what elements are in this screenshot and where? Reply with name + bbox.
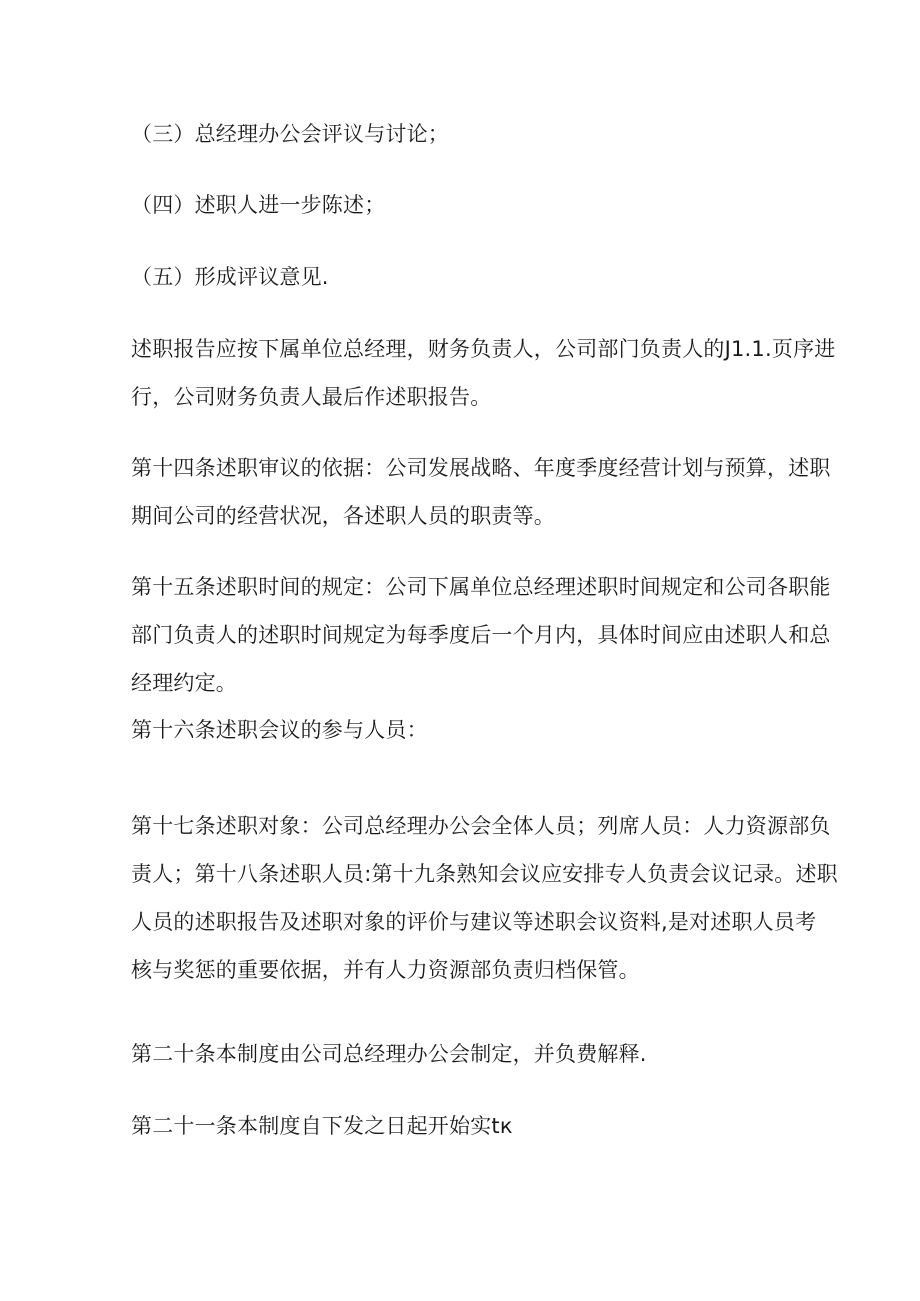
article-20	[131, 1030, 793, 1078]
article-17	[131, 802, 838, 994]
list-item-3	[131, 110, 793, 158]
paragraph-line: 部门负责人的述职时间规定为每季度后一个月内，具体时间应由述职人和总	[131, 623, 831, 647]
paragraph-line: 第十四条述职审议的依据：公司发展战略、年度季度经营计划与预算，述职	[131, 456, 831, 480]
paragraph-report-order	[131, 325, 836, 421]
paragraph-line: 第十七条述职对象：公司总经理办公会全体人员；列席人员：人力资源部负	[131, 814, 831, 838]
article-14	[131, 444, 831, 540]
list-item-text: （四）述职人进一步陈述；	[131, 193, 386, 217]
list-item-text: （五）形成评议意见.	[131, 265, 329, 289]
paragraph-line: 责人；第十八条述职人员:第十九条熟知会议应安排专人负责会议记录。述职	[131, 862, 838, 886]
paragraph-line: 行，公司财务负责人最后作述职报告。	[131, 385, 492, 409]
paragraph-line: 第十六条述职会议的参与人员：	[131, 718, 428, 742]
article-16	[131, 706, 793, 754]
paragraph-line: 第二十一条本制度自下发之日起开始实tк	[131, 1114, 513, 1138]
paragraph-line: 第二十条本制度由公司总经理办公会制定，并负费解释.	[131, 1042, 647, 1066]
paragraph-line: 期间公司的经营状况，各述职人员的职责等。	[131, 504, 555, 528]
paragraph-line: 述职报告应按下属单位总经理，财务负责人，公司部门负责人的J1.1.页序进	[131, 337, 836, 361]
paragraph-line: 人员的述职报告及述职对象的评价与建议等述职会议资料,是对述职人员考	[131, 910, 817, 934]
list-item-4	[131, 181, 793, 229]
paragraph-line: 第十五条述职时间的规定：公司下属单位总经理述职时间规定和公司各职能	[131, 575, 831, 599]
paragraph-line: 经理约定。	[131, 671, 237, 695]
list-item-text: （三）总经理办公会评议与讨论；	[131, 122, 449, 146]
article-21	[131, 1102, 793, 1150]
article-15	[131, 563, 831, 707]
paragraph-line: 核与奖惩的重要依据，并有人力资源部负责归档保管。	[131, 958, 640, 982]
list-item-5	[131, 253, 793, 301]
